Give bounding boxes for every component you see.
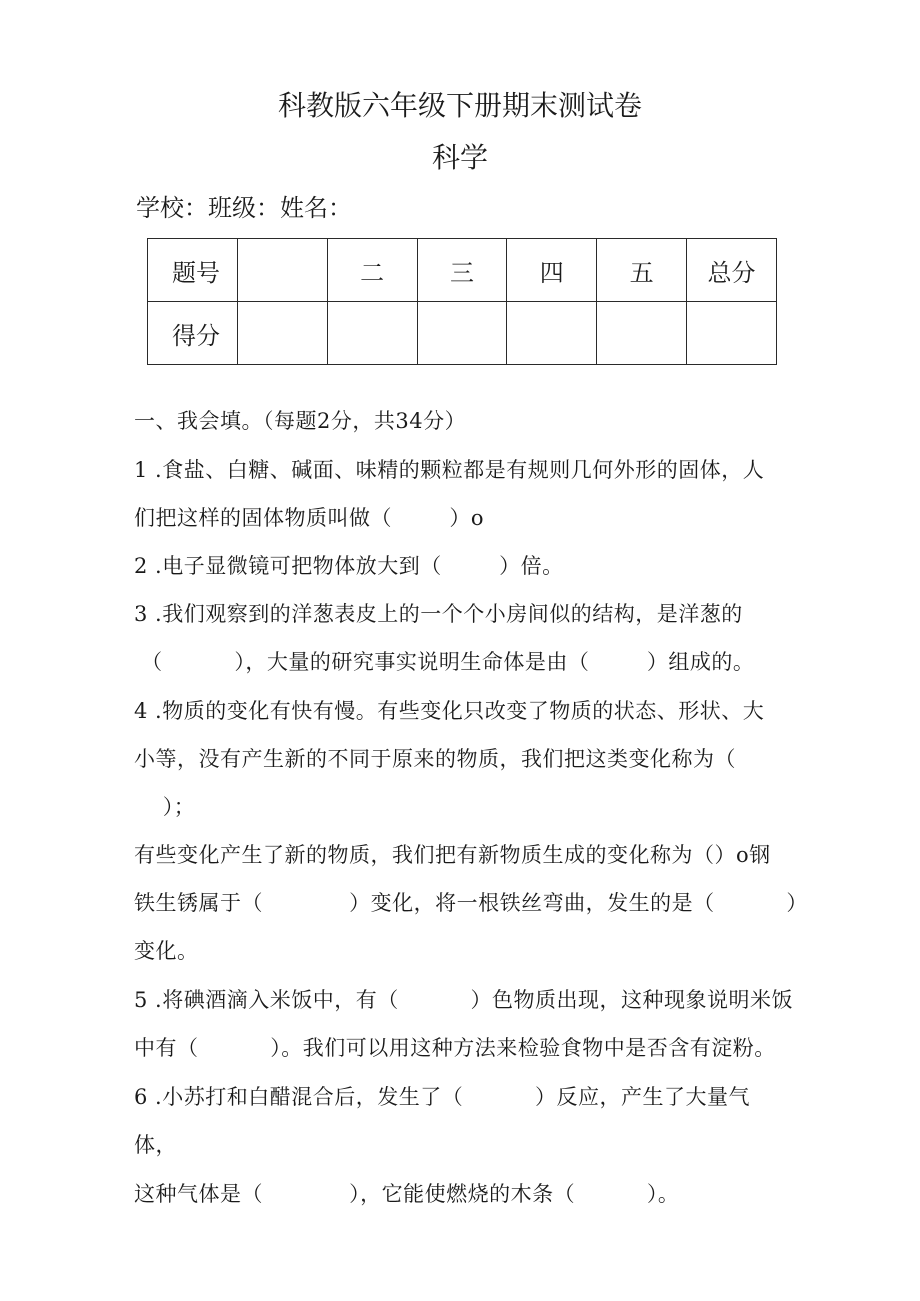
score-table-header-row [148,239,777,302]
table-cell: 二 [327,239,417,302]
question-line: 体， [134,1133,177,1157]
score-entry-cell[interactable] [597,302,687,365]
question-line: 们把这样的固体物质叫做（ ）o [134,506,485,530]
question-line: （ ），大量的研究事实说明生命体是由（ ）组成的。 [134,650,755,674]
question-line: 有些变化产生了新的物质，我们把有新物质生成的变化称为（）o钢 [134,843,771,867]
subject-title: 科学 [431,141,488,174]
exam-title: 科教版六年级下册期末测试卷 [277,89,642,122]
question-line: 2 .电子显微镜可把物体放大到（ ）倍。 [134,554,564,578]
table-cell: 总分 [687,239,777,302]
question-line: 这种气体是（ ），它能使燃烧的木条（ ）。 [134,1182,680,1206]
question-line: 3 .我们观察到的洋葱表皮上的一个个小房间似的结构，是洋葱的 [134,602,743,626]
table-cell: 得分 [148,302,238,365]
question-line: 小等，没有产生新的不同于原来的物质，我们把这类变化称为（ [134,747,736,771]
student-info-line: 学校：班级：姓名： [136,194,352,222]
question-line: 6 .小苏打和白醋混合后，发生了（ ）反应，产生了大量气 [134,1085,750,1109]
table-cell [237,239,327,302]
question-line: 4 .物质的变化有快有慢。有些变化只改变了物质的状态、形状、大 [134,699,765,723]
score-entry-cell[interactable] [237,302,327,365]
question-line: 5 .将碘酒滴入米饭中，有（ ）色物质出现，这种现象说明米饭 [134,988,793,1012]
table-cell: 题号 [148,239,238,302]
score-table-score-row [148,302,777,365]
table-cell: 四 [507,239,597,302]
question-line: ）； [134,795,196,819]
section-heading: 一、我会填。（每题2分，共34分） [134,409,467,433]
score-entry-cell[interactable] [327,302,417,365]
score-entry-cell[interactable] [507,302,597,365]
table-cell: 三 [417,239,507,302]
score-table [147,238,777,365]
question-line: 变化。 [134,939,199,963]
question-line: 中有（ ）。我们可以用这种方法来检验食物中是否含有淀粉。 [134,1036,776,1060]
question-line: 铁生锈属于（ ）变化，将一根铁丝弯曲，发生的是（ ） [134,891,808,915]
table-cell: 五 [597,239,687,302]
question-line: 1 .食盐、白糖、碱面、味精的颗粒都是有规则几何外形的固体，人 [134,458,765,482]
score-entry-cell[interactable] [417,302,507,365]
score-entry-cell[interactable] [687,302,777,365]
